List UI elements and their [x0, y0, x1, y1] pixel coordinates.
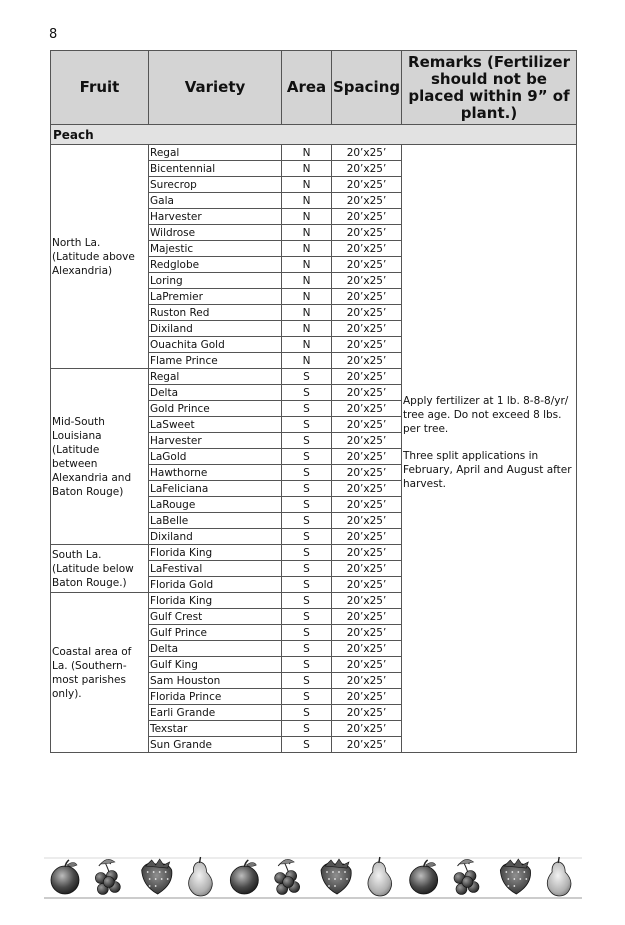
variety-cell: Florida Gold — [149, 577, 282, 593]
variety-cell: LaBelle — [149, 513, 282, 529]
footer-fruit-band — [44, 856, 582, 900]
cherries-icon — [95, 859, 120, 894]
area-cell: N — [282, 145, 332, 161]
variety-cell: Gold Prince — [149, 401, 282, 417]
variety-cell: Ouachita Gold — [149, 337, 282, 353]
spacing-cell: 20’x25’ — [332, 481, 402, 497]
variety-cell: Hawthorne — [149, 465, 282, 481]
spacing-cell: 20’x25’ — [332, 529, 402, 545]
section-title: Peach — [51, 125, 577, 145]
area-cell: S — [282, 737, 332, 753]
spacing-cell: 20’x25’ — [332, 737, 402, 753]
area-cell: S — [282, 609, 332, 625]
variety-cell: Florida King — [149, 593, 282, 609]
variety-cell: LaRouge — [149, 497, 282, 513]
region-cell: Coastal area of La. (Southern-most parishes only). — [51, 593, 149, 753]
variety-cell: Earli Grande — [149, 705, 282, 721]
variety-cell: Redglobe — [149, 257, 282, 273]
spacing-cell: 20’x25’ — [332, 273, 402, 289]
variety-cell: Sun Grande — [149, 737, 282, 753]
spacing-cell: 20’x25’ — [332, 625, 402, 641]
spacing-cell: 20’x25’ — [332, 641, 402, 657]
variety-cell: Loring — [149, 273, 282, 289]
area-cell: S — [282, 641, 332, 657]
variety-cell: Regal — [149, 369, 282, 385]
spacing-cell: 20’x25’ — [332, 353, 402, 369]
spacing-cell: 20’x25’ — [332, 513, 402, 529]
area-cell: S — [282, 689, 332, 705]
area-cell: S — [282, 465, 332, 481]
variety-cell: Bicentennial — [149, 161, 282, 177]
spacing-cell: 20’x25’ — [332, 145, 402, 161]
spacing-cell: 20’x25’ — [332, 657, 402, 673]
area-cell: S — [282, 401, 332, 417]
area-cell: N — [282, 209, 332, 225]
area-cell: S — [282, 497, 332, 513]
spacing-cell: 20’x25’ — [332, 321, 402, 337]
area-cell: N — [282, 257, 332, 273]
fruit-variety-table — [50, 50, 577, 753]
variety-cell: Gulf Prince — [149, 625, 282, 641]
region-cell: Mid-South Louisiana (Latitude between Alexandria and Baton Rouge) — [51, 369, 149, 545]
spacing-cell: 20’x25’ — [332, 545, 402, 561]
variety-cell: Delta — [149, 641, 282, 657]
area-cell: S — [282, 529, 332, 545]
area-cell: S — [282, 545, 332, 561]
spacing-cell: 20’x25’ — [332, 465, 402, 481]
area-cell: N — [282, 337, 332, 353]
spacing-cell: 20’x25’ — [332, 689, 402, 705]
variety-cell: Harvester — [149, 209, 282, 225]
spacing-cell: 20’x25’ — [332, 385, 402, 401]
area-cell: S — [282, 705, 332, 721]
spacing-cell: 20’x25’ — [332, 369, 402, 385]
variety-cell: Flame Prince — [149, 353, 282, 369]
spacing-cell: 20’x25’ — [332, 161, 402, 177]
header-variety: Variety — [149, 51, 282, 125]
area-cell: N — [282, 225, 332, 241]
spacing-cell: 20’x25’ — [332, 673, 402, 689]
area-cell: S — [282, 513, 332, 529]
variety-cell: LaPremier — [149, 289, 282, 305]
variety-cell: Ruston Red — [149, 305, 282, 321]
variety-cell: Wildrose — [149, 225, 282, 241]
spacing-cell: 20’x25’ — [332, 433, 402, 449]
pear-icon — [547, 857, 571, 896]
spacing-cell: 20’x25’ — [332, 193, 402, 209]
area-cell: S — [282, 593, 332, 609]
variety-cell: Dixiland — [149, 321, 282, 337]
spacing-cell: 20’x25’ — [332, 289, 402, 305]
header-spacing: Spacing — [332, 51, 402, 125]
strawberry-icon — [142, 859, 172, 894]
variety-cell: LaSweet — [149, 417, 282, 433]
area-cell: S — [282, 721, 332, 737]
remarks-paragraph-1: Apply fertilizer at 1 lb. 8-8-8/yr/ tree age. Do not exceed 8 lbs. per tree. — [403, 394, 569, 435]
region-cell: North La. (Latitude above Alexandria) — [51, 145, 149, 369]
area-cell: S — [282, 417, 332, 433]
region-cell: South La. (Latitude below Baton Rouge.) — [51, 545, 149, 593]
spacing-cell: 20’x25’ — [332, 401, 402, 417]
variety-cell: LaFestival — [149, 561, 282, 577]
spacing-cell: 20’x25’ — [332, 417, 402, 433]
page-number: 8 — [49, 27, 58, 42]
area-cell: S — [282, 481, 332, 497]
spacing-cell: 20’x25’ — [332, 257, 402, 273]
variety-cell: Texstar — [149, 721, 282, 737]
area-cell: S — [282, 625, 332, 641]
spacing-cell: 20’x25’ — [332, 497, 402, 513]
area-cell: N — [282, 273, 332, 289]
area-cell: S — [282, 657, 332, 673]
strawberry-icon — [321, 859, 351, 894]
apple-icon — [410, 860, 438, 894]
area-cell: S — [282, 369, 332, 385]
area-cell: N — [282, 177, 332, 193]
variety-cell: Regal — [149, 145, 282, 161]
variety-cell: Majestic — [149, 241, 282, 257]
variety-cell: Gala — [149, 193, 282, 209]
variety-cell: Surecrop — [149, 177, 282, 193]
spacing-cell: 20’x25’ — [332, 577, 402, 593]
section-row — [51, 125, 577, 145]
variety-cell: LaGold — [149, 449, 282, 465]
cherries-icon — [454, 859, 479, 894]
area-cell: S — [282, 433, 332, 449]
area-cell: N — [282, 321, 332, 337]
variety-cell: Harvester — [149, 433, 282, 449]
variety-cell: Sam Houston — [149, 673, 282, 689]
area-cell: S — [282, 673, 332, 689]
spacing-cell: 20’x25’ — [332, 241, 402, 257]
spacing-cell: 20’x25’ — [332, 609, 402, 625]
spacing-cell: 20’x25’ — [332, 337, 402, 353]
spacing-cell: 20’x25’ — [332, 705, 402, 721]
spacing-cell: 20’x25’ — [332, 305, 402, 321]
area-cell: S — [282, 561, 332, 577]
apple-icon — [230, 860, 258, 894]
area-cell: N — [282, 161, 332, 177]
remarks-paragraph-2: Three split applications in February, April and August after harvest. — [403, 449, 572, 490]
variety-cell: Florida Prince — [149, 689, 282, 705]
area-cell: N — [282, 305, 332, 321]
header-remarks: Remarks (Fertilizer should not be placed within 9” of plant.) — [402, 51, 577, 125]
area-cell: S — [282, 449, 332, 465]
variety-cell: Gulf King — [149, 657, 282, 673]
variety-cell: Gulf Crest — [149, 609, 282, 625]
spacing-cell: 20’x25’ — [332, 593, 402, 609]
area-cell: N — [282, 353, 332, 369]
area-cell: N — [282, 289, 332, 305]
remarks-cell — [402, 145, 577, 753]
pear-icon — [368, 857, 392, 896]
spacing-cell: 20’x25’ — [332, 561, 402, 577]
area-cell: S — [282, 385, 332, 401]
cherries-icon — [275, 859, 300, 894]
variety-cell: LaFeliciana — [149, 481, 282, 497]
apple-icon — [51, 860, 79, 894]
spacing-cell: 20’x25’ — [332, 225, 402, 241]
area-cell: N — [282, 193, 332, 209]
variety-cell: Florida King — [149, 545, 282, 561]
spacing-cell: 20’x25’ — [332, 721, 402, 737]
variety-cell: Delta — [149, 385, 282, 401]
table-header-row — [51, 51, 577, 125]
header-area: Area — [282, 51, 332, 125]
pear-icon — [189, 857, 213, 896]
area-cell: S — [282, 577, 332, 593]
header-fruit: Fruit — [51, 51, 149, 125]
spacing-cell: 20’x25’ — [332, 177, 402, 193]
variety-cell: Dixiland — [149, 529, 282, 545]
strawberry-icon — [500, 859, 530, 894]
area-cell: N — [282, 241, 332, 257]
spacing-cell: 20’x25’ — [332, 209, 402, 225]
spacing-cell: 20’x25’ — [332, 449, 402, 465]
table-row — [51, 145, 577, 161]
